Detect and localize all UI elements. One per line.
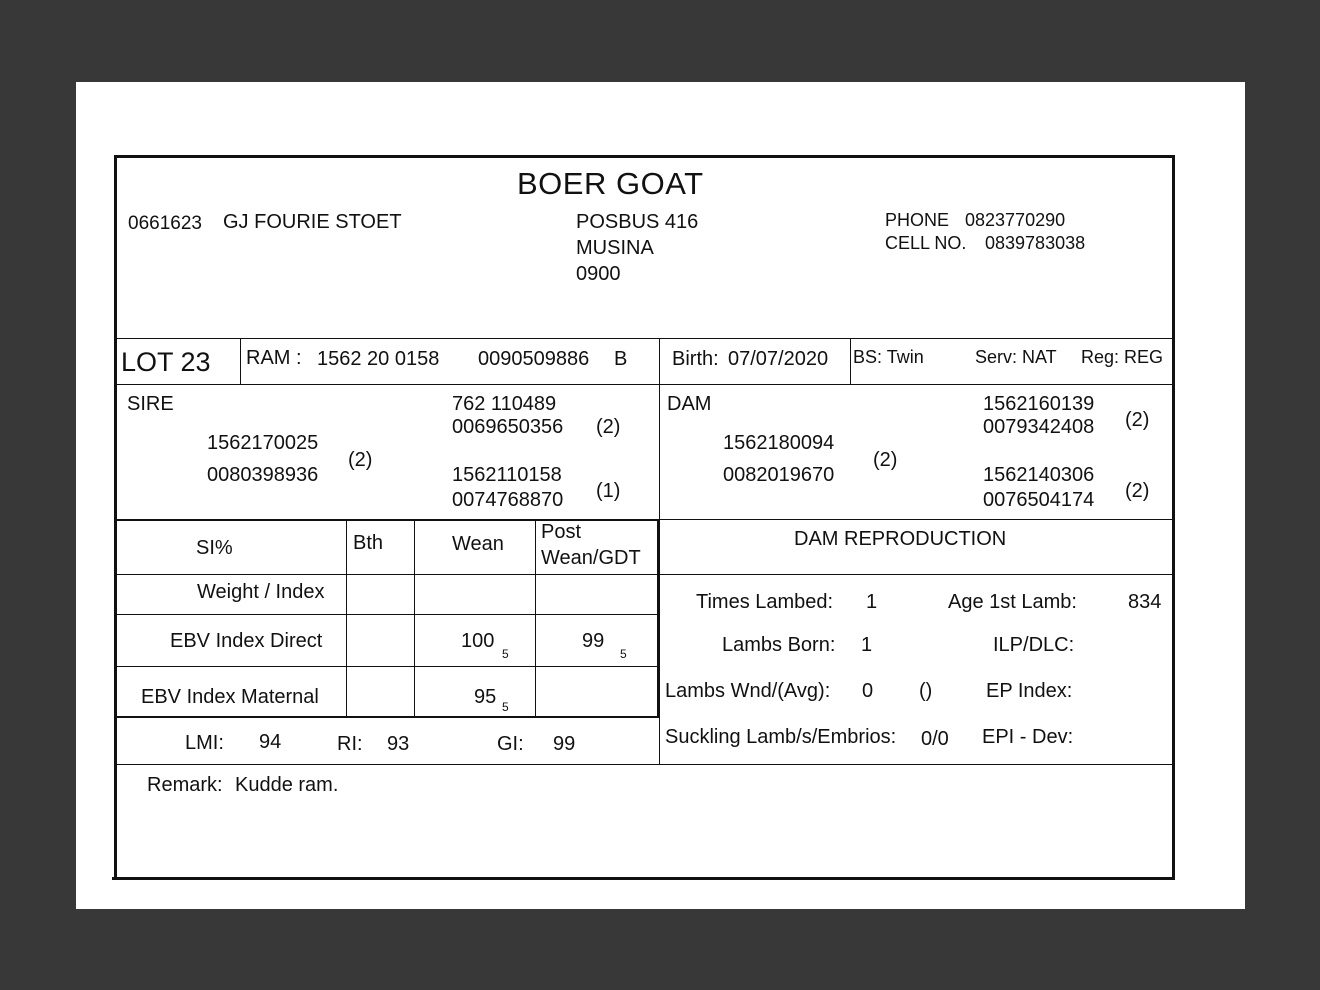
gi-value: 99 bbox=[553, 733, 576, 755]
ram-class: B bbox=[614, 348, 628, 370]
row-ebv-maternal: EBV Index Maternal bbox=[141, 686, 319, 708]
remark-text: Kudde ram. bbox=[235, 774, 339, 796]
header-divider bbox=[116, 338, 1173, 339]
perf-col3-separator bbox=[535, 521, 536, 717]
si-percent-label: SI% bbox=[196, 537, 233, 559]
address-line-2: MUSINA bbox=[576, 237, 654, 259]
sire-dam-count: (1) bbox=[596, 480, 621, 502]
dam-sire-count: (2) bbox=[1125, 409, 1150, 431]
dam-id: 1562180094 bbox=[723, 432, 835, 454]
lambs-weaned-label: Lambs Wnd/(Avg): bbox=[665, 680, 831, 702]
remark-label: Remark: bbox=[147, 774, 223, 796]
col-birth-header: Bth bbox=[353, 532, 384, 554]
col-post-wean-header-1: Post bbox=[541, 521, 582, 543]
dam-registration: 0082019670 bbox=[723, 464, 835, 486]
card-bottom-border bbox=[112, 877, 1174, 880]
sire-sire-id: 762 110489 bbox=[452, 393, 557, 415]
ebv-direct-post: 99 bbox=[582, 630, 605, 652]
lot-row-divider bbox=[116, 384, 1173, 385]
ebv-maternal-wean-sub: 5 bbox=[502, 700, 509, 714]
age-first-lamb-value: 834 bbox=[1128, 591, 1162, 613]
card-title: BOER GOAT bbox=[517, 166, 704, 201]
col-wean-header: Wean bbox=[452, 533, 504, 555]
times-lambed-label: Times Lambed: bbox=[696, 591, 834, 613]
sire-dam-id: 1562110158 bbox=[452, 464, 562, 486]
ebv-direct-post-sub: 5 bbox=[620, 647, 627, 661]
ebv-maternal-wean: 95 bbox=[474, 686, 497, 708]
sire-label: SIRE bbox=[127, 393, 174, 415]
lot-separator bbox=[240, 338, 241, 384]
card-top-border bbox=[114, 155, 1174, 158]
perf-col2-separator bbox=[414, 521, 415, 717]
age-first-lamb-label: Age 1st Lamb: bbox=[948, 591, 1077, 613]
row-ebv-direct: EBV Index Direct bbox=[170, 630, 323, 652]
dam-dam-id: 1562140306 bbox=[983, 464, 1095, 486]
breeder-name: GJ FOURIE STOET bbox=[223, 211, 402, 233]
ram-registration: 0090509886 bbox=[478, 348, 590, 370]
lambs-born-label: Lambs Born: bbox=[722, 634, 836, 656]
card-right-border bbox=[1172, 155, 1175, 880]
bs-separator bbox=[850, 338, 851, 384]
birth-label: Birth: bbox=[672, 348, 719, 370]
ri-value: 93 bbox=[387, 733, 410, 755]
registration-type: Reg: REG bbox=[1081, 347, 1164, 367]
dam-sire-registration: 0079342408 bbox=[983, 416, 1095, 438]
ram-id: 1562 20 0158 bbox=[317, 348, 440, 370]
sire-sire-registration: 0069650356 bbox=[452, 416, 564, 438]
dam-count: (2) bbox=[873, 449, 898, 471]
ep-index-label: EP Index: bbox=[986, 680, 1073, 702]
perf-maternal-divider bbox=[116, 716, 660, 718]
sire-id: 1562170025 bbox=[207, 432, 319, 454]
indices-divider bbox=[116, 764, 1173, 765]
dam-sire-id: 1562160139 bbox=[983, 393, 1095, 415]
sire-dam-registration: 0074768870 bbox=[452, 489, 564, 511]
gi-label: GI: bbox=[497, 733, 524, 755]
suckling-value: 0/0 bbox=[921, 728, 949, 750]
suckling-label: Suckling Lamb/s/Embrios: bbox=[665, 726, 897, 748]
address-line-1: POSBUS 416 bbox=[576, 211, 699, 233]
lambs-born-value: 1 bbox=[861, 634, 873, 656]
pedigree-divider-right bbox=[660, 519, 1173, 520]
phone-label: PHONE bbox=[885, 210, 950, 230]
lmi-label: LMI: bbox=[185, 732, 224, 754]
sire-count: (2) bbox=[348, 449, 373, 471]
perf-weight-divider bbox=[116, 614, 658, 615]
lambs-weaned-value: 0 bbox=[862, 680, 874, 702]
phone-number: 0823770290 bbox=[965, 210, 1066, 230]
row-weight-index: Weight / Index bbox=[197, 581, 325, 603]
boer-goat-lot-card bbox=[76, 82, 1245, 909]
lmi-value: 94 bbox=[259, 731, 282, 753]
cell-number: 0839783038 bbox=[985, 233, 1086, 253]
sire-registration: 0080398936 bbox=[207, 464, 319, 486]
perf-header-divider bbox=[116, 574, 658, 575]
card-left-border bbox=[114, 155, 117, 880]
dam-reproduction-title: DAM REPRODUCTION bbox=[794, 528, 1007, 550]
sire-sire-count: (2) bbox=[596, 416, 621, 438]
address-line-3: 0900 bbox=[576, 263, 621, 285]
birth-date: 07/07/2020 bbox=[728, 348, 829, 370]
times-lambed-value: 1 bbox=[866, 591, 878, 613]
lambs-weaned-avg: () bbox=[919, 680, 933, 702]
dam-dam-registration: 0076504174 bbox=[983, 489, 1095, 511]
paper-sheet bbox=[76, 82, 1245, 909]
dam-label: DAM bbox=[667, 393, 712, 415]
epi-dev-label: EPI - Dev: bbox=[982, 726, 1074, 748]
perf-direct-divider bbox=[116, 666, 658, 667]
birth-status: BS: Twin bbox=[853, 347, 924, 367]
col-post-wean-header-2: Wean/GDT bbox=[541, 547, 641, 569]
ebv-direct-wean-sub: 5 bbox=[502, 647, 509, 661]
perf-col1-separator bbox=[346, 521, 347, 717]
repro-header-divider bbox=[660, 574, 1173, 575]
ri-label: RI: bbox=[337, 733, 363, 755]
ilp-dlc-label: ILP/DLC: bbox=[993, 634, 1075, 656]
dam-dam-count: (2) bbox=[1125, 480, 1150, 502]
breeder-id: 0661623 bbox=[128, 213, 202, 234]
cell-label: CELL NO. bbox=[885, 233, 967, 253]
perf-right-border bbox=[657, 521, 660, 717]
service-type: Serv: NAT bbox=[975, 347, 1057, 367]
lot-number: LOT 23 bbox=[121, 347, 211, 377]
ram-label: RAM : bbox=[246, 347, 302, 369]
ebv-direct-wean: 100 bbox=[461, 630, 495, 652]
